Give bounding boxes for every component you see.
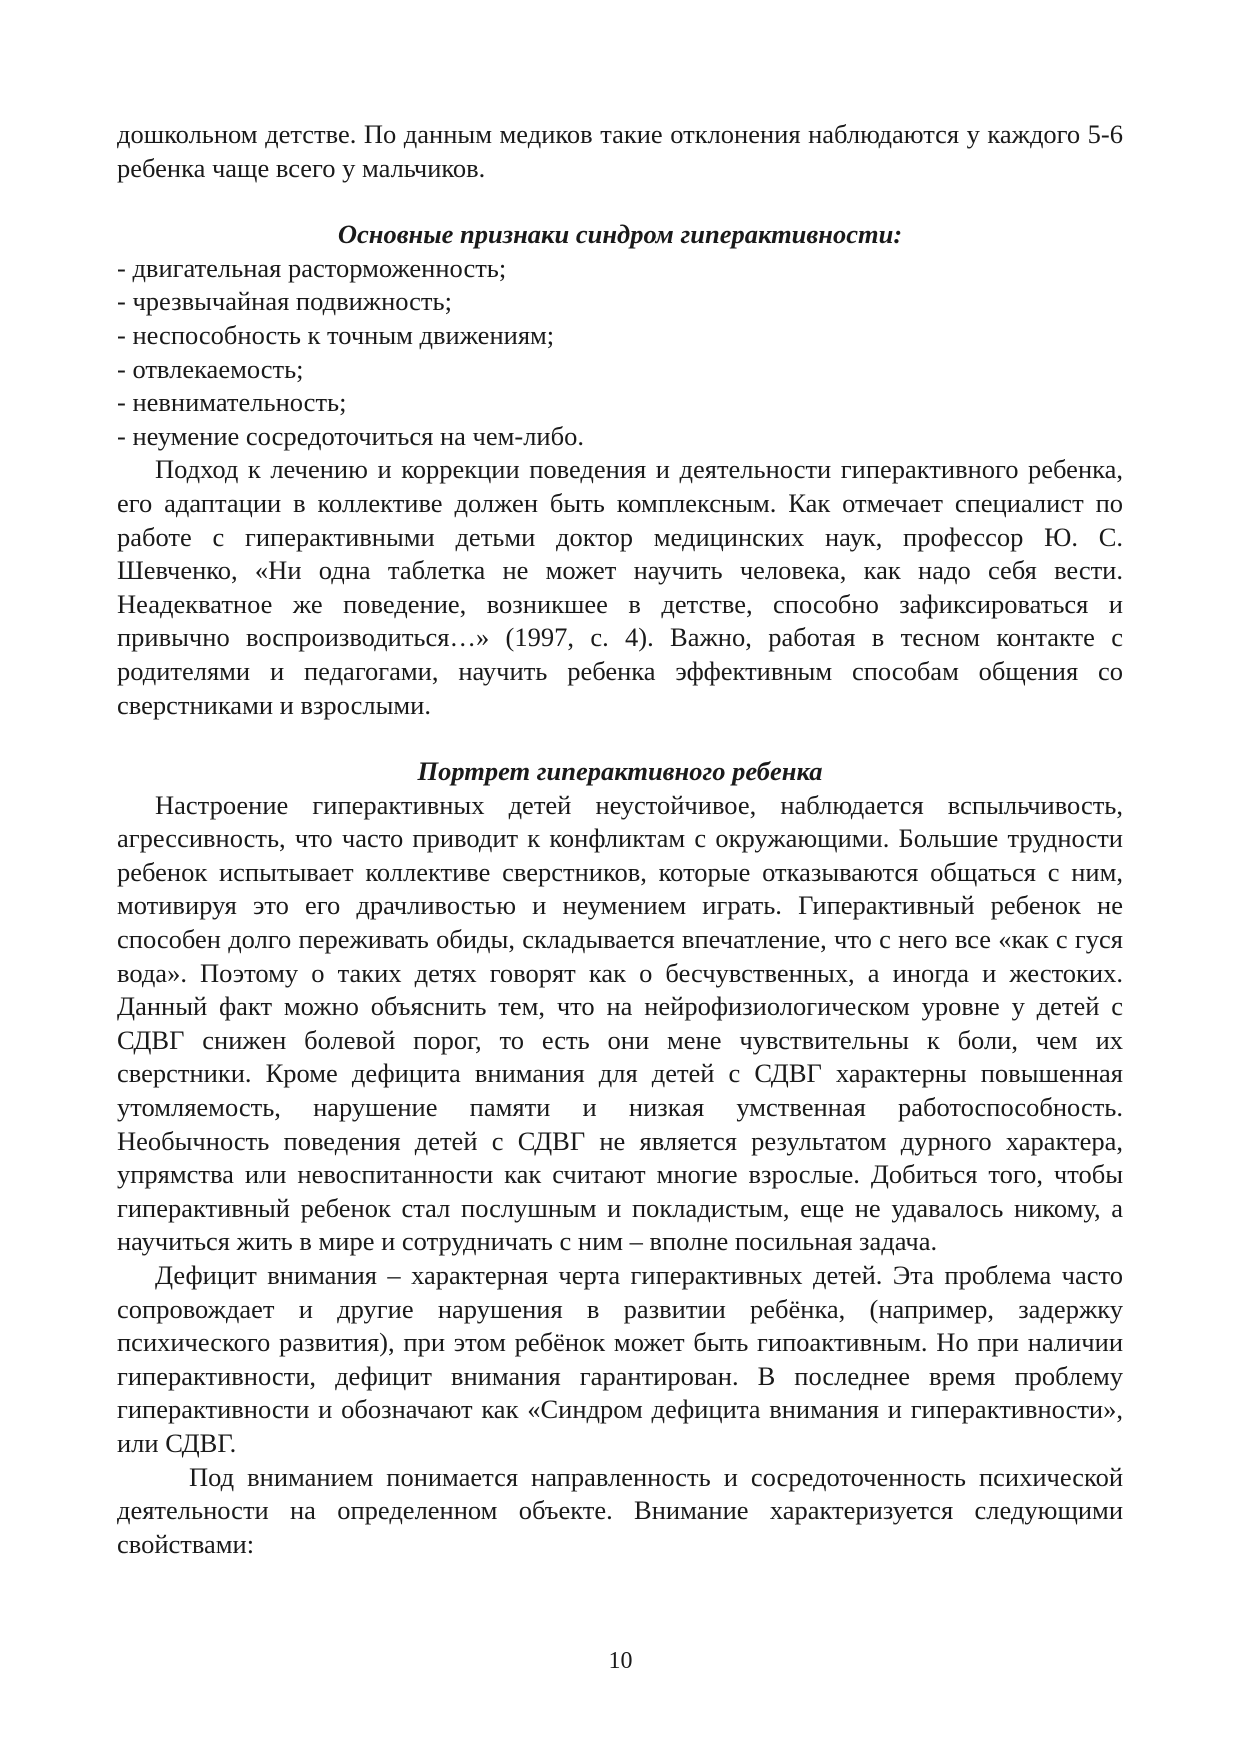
signs-heading: Основные признаки синдром гиперактивности:: [337, 219, 903, 250]
list-item: - чрезвычайная подвижность;: [117, 286, 452, 317]
signs-list: [117, 252, 1123, 454]
attention-definition-paragraph: Под вниманием понимается направленность и сосредоточенность психической деятельности на определенном объекте. Внимание характеризуется следующими свойствами:: [117, 1461, 1123, 1559]
list-item: - отвлекаемость;: [117, 353, 304, 384]
list-item: - неумение сосредоточиться на чем-либо.: [117, 420, 584, 451]
portrait-heading: Портрет гиперактивного ребенка: [417, 756, 823, 787]
portrait-paragraph: Настроение гиперактивных детей неустойчивое, наблюдается вспыльчивость, агрессивность, что часто приводит к конфликтам с окружающими. Большие трудности ребенок испытывает коллективе сверстников, которые отказываются общаться с ним, мотивируя это его драчливостью и неумением играть. Гиперактивный ребенок не способен долго переживать обиды, складывается впечатление, что с него все «как с гуся вода». Поэтому о таких детях говорят как о бесчувственных, а иногда и жестоких. Данный факт можно объяснить тем, что на нейрофизиологическом уровне у детей с СДВГ снижен болевой порог, то есть они мене чувствительны к боли, чем их сверстники. Кроме дефицита внимания для детей с СДВГ характерны повышенная утомляемость, нарушение памяти и низкая умственная работоспособность. Необычность поведения детей с СДВГ не является результатом дурного характера, упрямства или невоспитанности как считают многие взрослые. Добиться того, чтобы гиперактивный ребенок стал послушным и покладистым, еще не удавалось никому, а научиться жить в мире и сотрудничать с ним – вполне посильная задача.: [117, 789, 1123, 1257]
list-item: - неспособность к точным движениям;: [117, 319, 555, 350]
page-number: 10: [608, 1648, 633, 1674]
attention-deficit-paragraph: Дефицит внимания – характерная черта гиперактивных детей. Эта проблема часто сопровождает и другие нарушения в развитии ребёнка, (например, задержку психического развития), при этом ребёнок может быть гипоактивным. Но при наличии гиперактивности, дефицит внимания гарантирован. В последнее время проблему гиперактивности и обозначают как «Синдром дефицита внимания и гиперактивности», или СДВГ.: [117, 1260, 1123, 1458]
list-item: - невнимательность;: [117, 387, 347, 418]
list-item: - двигательная расторможенность;: [117, 252, 507, 283]
page-body: [117, 118, 1123, 1561]
treatment-paragraph: Подход к лечению и коррекции поведения и деятельности гиперактивного ребенка, его адаптации в коллективе должен быть комплексным. Как отмечает специалист по работе с гиперактивными детьми доктор медицинских наук, профессор Ю. С. Шевченко, «Ни одна таблетка не может научить человека, как надо себя вести. Неадекватное же поведение, возникшее в детстве, способно зафиксироваться и привычно воспроизводиться…» (1997, с. 4). Важно, работая в тесном контакте с родителями и педагогами, научить ребенка эффективным способам общения со сверстниками и взрослыми.: [117, 454, 1123, 720]
intro-paragraph: дошкольном детстве. По данным медиков такие отклонения наблюдаются у каждого 5-6 ребенка чаще всего у мальчиков.: [117, 119, 1123, 183]
